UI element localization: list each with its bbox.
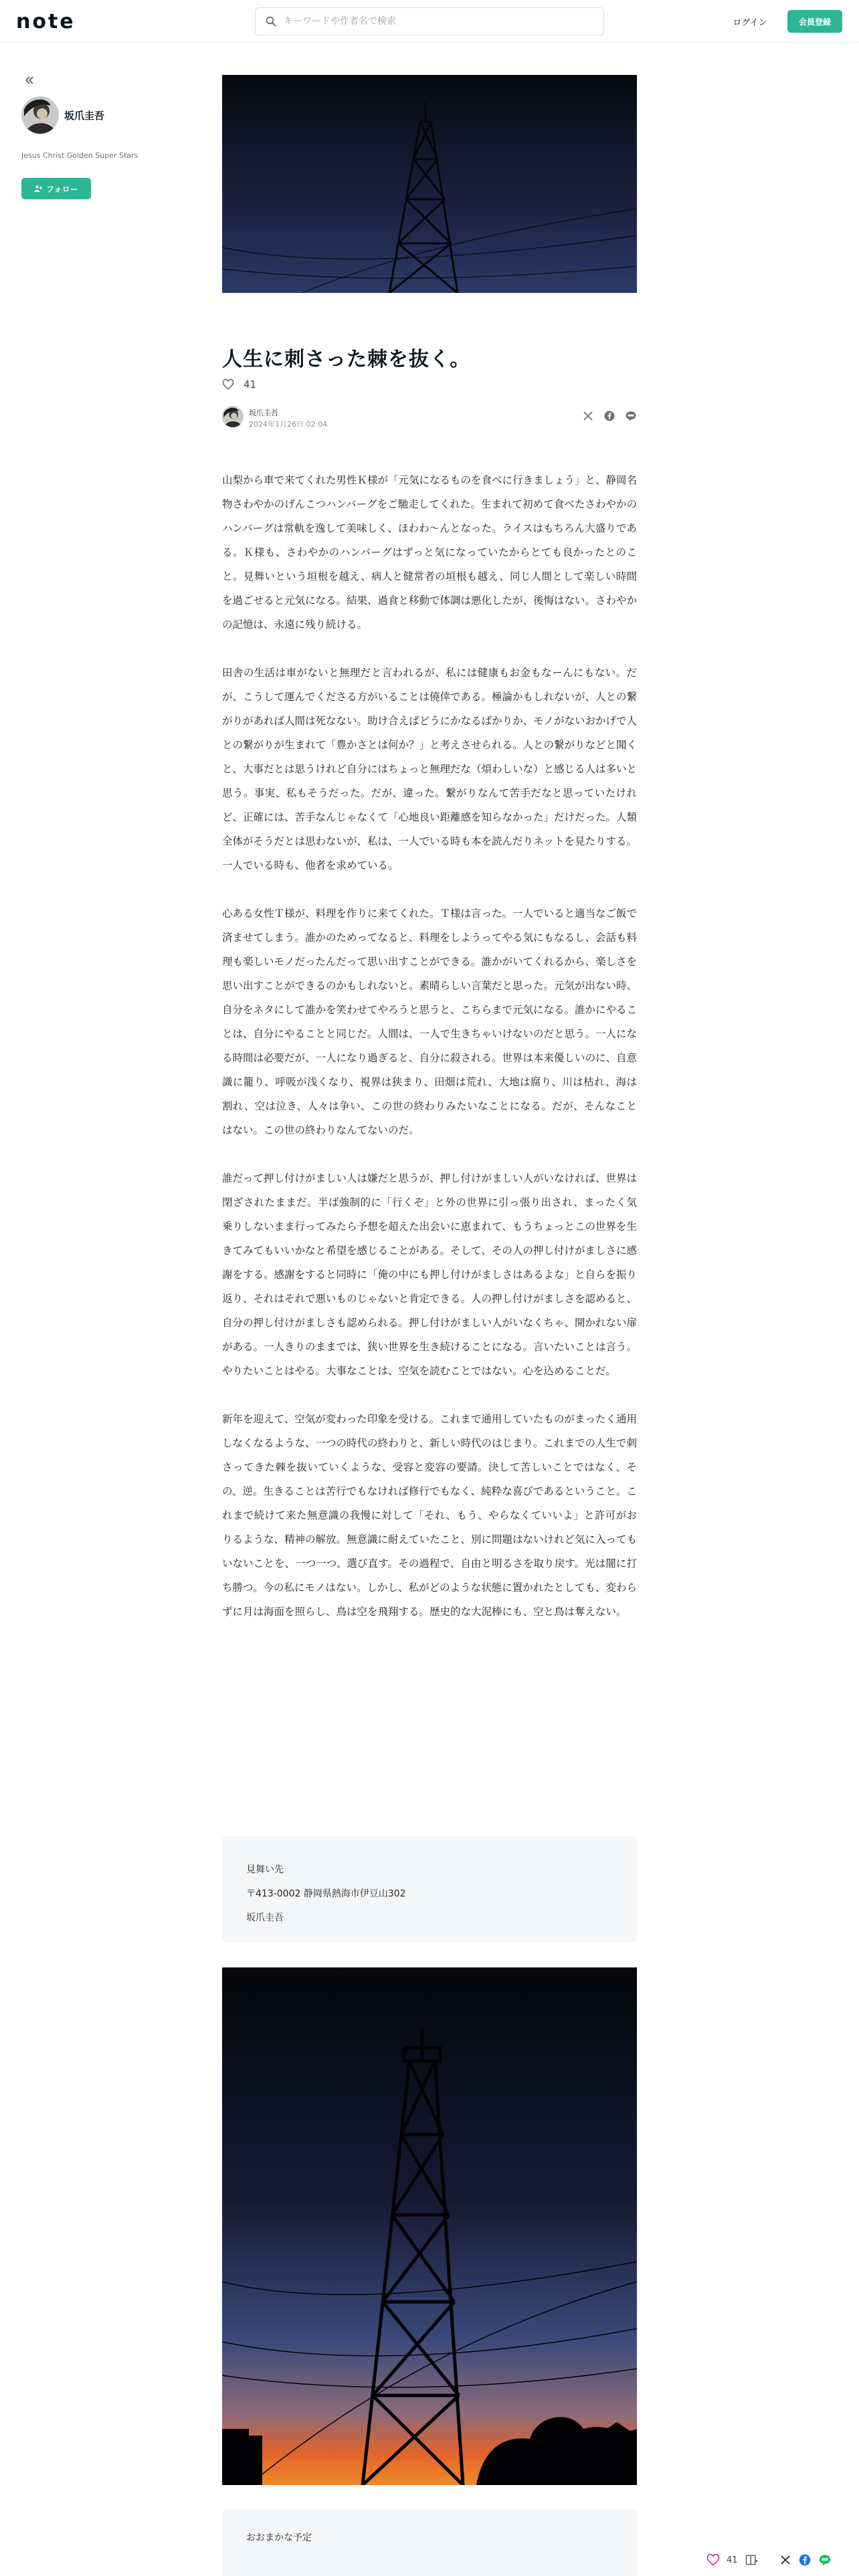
facebook-icon[interactable] [798, 2553, 812, 2567]
signup-button[interactable]: 会員登録 [787, 10, 842, 33]
follow-label: フォロー [46, 184, 78, 194]
like-area [222, 379, 256, 391]
creator-avatar[interactable] [21, 96, 59, 134]
line-icon[interactable] [818, 2553, 832, 2567]
search-box[interactable] [255, 7, 604, 35]
recipient-name: 坂爪圭吾 [246, 1913, 284, 1923]
line-icon[interactable] [625, 410, 637, 422]
creator-bio: Jesus Christ Golden Super Stars [21, 151, 138, 160]
article-title: 人生に刺さった棘を抜く。 [222, 348, 471, 371]
x-icon[interactable] [779, 2554, 791, 2566]
x-icon[interactable] [582, 410, 594, 422]
paragraph: 新年を迎えて、空気が変わった印象を受ける。これまで通用していたものがまったく通用しなくなるような、一つの時代の終わりと、新しい時代のはじまり。これまでの人生で刺さってきた棘を抜いていくような、受容と変容の要請。決して苦しいことではなく、その、逆。生きることは苦行でもなければ修行でもなく、純粋な喜びであるということ。これまで続けて来た無意識の我慢に対して「それ、もう、やらなくていいよ」と許可がおりるような、精神の解放。無意識に耐えていたこと、別に問題はないけれど気に入ってもいないことを、一つ一つ、選び直す。その過程で、自由と明るさを取り戻す。光は闇に打ち勝つ。今の私にモノはない。しかし、私がどのような状態に置かれたとしても、変わらずに月は海面を照らし、鳥は空を飛翔する。歴史的な大泥棒にも、空と鳥は奪えない。 [222, 1413, 638, 1618]
facebook-icon[interactable] [603, 410, 615, 422]
share-buttons [582, 410, 637, 422]
paragraph: 心ある女性Ｔ様が、料理を作りに来てくれた。Ｔ様は言った。一人でいると適当なご飯で済ませてしまう。誰かのためってなると、料理をしようってやる気にもなるし、会話も料理も楽しいモノだったんだって思い出すことができる。誰かがいてくれるから、楽しさを思い出すことができるのかもしれないと。素晴らしい言葉だと思った。元気が出ない時、自分をネタにして誰かを笑わせてやろうと思うと、こちらまで元気になる。誰かにやることは、自分にやることと同じだ。人間は、一人で生きちゃいけないのだと思う。一人になる時間は必要だが、一人になり過ぎると、自分に殺される。世界は本来優しいのに、自意識に籠り、呼吸が浅くなり、視界は狭まり、田畑は荒れ、大地は腐り、川は枯れ、海は割れ、空は泣き、人々は争い、この世の終わりみたいなことになる。だが、そんなことはない。この世の終わりなんてないのだ。 [222, 907, 638, 1136]
article-photo [222, 1967, 637, 2485]
box-heading: 見舞い先 [246, 1864, 284, 1875]
author-name[interactable]: 坂爪圭吾 [249, 409, 278, 417]
note-logo[interactable] [16, 9, 76, 33]
magazine-icon[interactable] [745, 2553, 758, 2567]
avatar-image [21, 96, 59, 134]
search-input[interactable] [284, 16, 591, 27]
hero-photo-tower [222, 75, 637, 293]
like-count[interactable]: 41 [727, 2555, 738, 2565]
author-row [222, 406, 637, 430]
site-header [0, 0, 859, 43]
user-plus-icon [34, 185, 42, 193]
author-avatar-image [222, 406, 244, 427]
floating-action-bar [702, 2548, 859, 2572]
follow-button[interactable] [21, 178, 91, 199]
logo-text: note [16, 9, 76, 33]
paragraph: 山梨から車で来てくれた男性Ｋ様が「元気になるものを食べに行きましょう」と、静岡名物さわやかのげんこつハンバーグをご馳走してくれた。生まれて初めて食べたさわやかのハンバーグは常軌を逸して美味しく、ほわわ〜んとなった。ライスはもちろん大盛りである。Ｋ様も、さわやかのハンバーグはずっと気になっていたからとても良かったとのこと。見舞いという垣根を越え、病人と健常者の垣根も越え、同じ人間として楽しい時間を過ごせると元気になる。結果、過食と移動で体調は悪化したが、後悔はない。さわやかの記憶は、永遠に残り続ける。 [222, 474, 638, 631]
like-count[interactable]: 41 [244, 379, 257, 391]
search-icon [265, 15, 277, 27]
heart-icon[interactable] [222, 379, 234, 391]
schedule-box [222, 2509, 637, 2576]
address-line: 〒413-0002 静岡県熱海市伊豆山302 [246, 1889, 406, 1899]
paragraph: 田舎の生活は車がないと無理だと言われるが、私には健康もお金もなーんにもない。だが、こうして運んでくださる方がいることは僥倖である。極論かもしれないが、人との繋がりがあれば人間は死なない。助け合えばどうにかなるばかりか、モノがないおかげで人との繋がりが生まれて「豊かさとは何か？」と考えさせられる。人との繋がりなどと聞くと、大事だとは思うけれど自分にはちょっと無理だな（煩わしいな）と感じる人は多いと思う。事実、私もそうだった。だが、違った。繋がりなんて苦手だなと思っていたけれど、正確には、苦手なんじゃなくて「心地良い距離感を知らなかった」だけだった。人類全体がそうだとは思わないが、私は、一人でいる時も本を読んだりネットを見たりする。一人でいる時も、他者を求めている。 [222, 667, 638, 871]
login-button[interactable]: ログイン [733, 17, 767, 28]
schedule-heading: おおまかな予定 [246, 2533, 312, 2543]
author-avatar[interactable] [222, 406, 244, 427]
heart-icon[interactable] [706, 2553, 720, 2567]
collapse-sidebar-button[interactable] [21, 72, 37, 88]
article-body [222, 468, 637, 1648]
creator-name[interactable]: 坂爪圭吾 [64, 110, 105, 122]
tower-sunset-photo [222, 1967, 637, 2485]
publish-date: 2024年1月26日 02:04 [249, 420, 328, 429]
collapse-icon [24, 75, 35, 86]
visit-address-box [222, 1836, 637, 1942]
article-hero-image [222, 75, 637, 293]
paragraph: 誰だって押し付けがましい人は嫌だと思うが、押し付けがましい人がいなければ、世界は閉ざされたままだ。半ば強制的に「行くぞ」と外の世界に引っ張り出され、まったく気乗りしないまま行ってみたら予想を超えた出会いに恵まれて、もうちょっとこの世界を生きてみてもいいかなと希望を感じることがある。そして、その人の押し付けがましさに感謝をする。感謝をすると同時に「俺の中にも押し付けがましさはあるよな」と自らを振り返り、それはそれで悪いものじゃないと肯定できる。人の押し付けがましさを認めると、自分の押し付けがましさも認められる。押し付けがましい人がいなくちゃ、開かれない扉がある。一人きりのままでは、狭い世界を生き続けることになる。言いたいことは言う。やりたいことはやる。大事なことは、空気を読むことではない。心を込めることだ。 [222, 1172, 638, 1377]
